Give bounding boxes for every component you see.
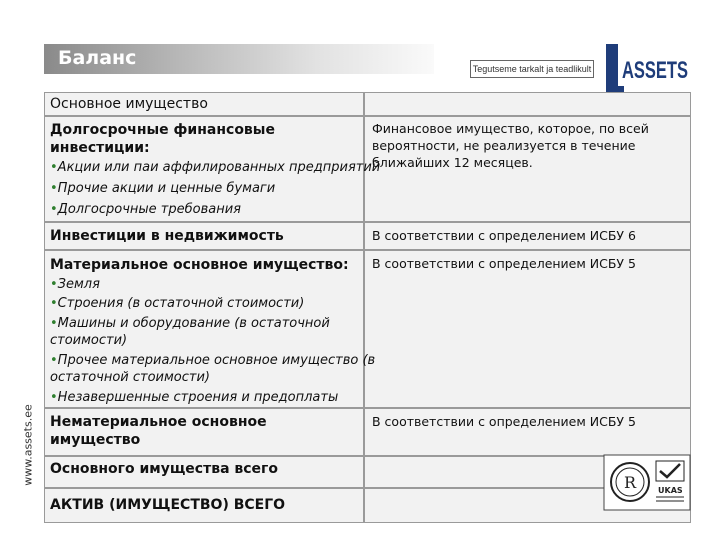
realestate-heading: Инвестиции в недвижимость bbox=[50, 228, 284, 244]
tagline: Tegutseme tarkalt ja teadlikult bbox=[470, 60, 594, 78]
lt-heading-line1: Долгосрочные финансовые bbox=[50, 122, 275, 138]
tangible-bullet-machines-cont: стоимости) bbox=[50, 333, 128, 348]
lt-desc-line3: ближайших 12 месяцев. bbox=[372, 155, 533, 170]
tangible-heading: Материальное основное имущество: bbox=[50, 257, 349, 273]
section-header-right bbox=[364, 92, 691, 116]
realestate-desc: В соответствии с определением ИСБУ 6 bbox=[372, 228, 636, 243]
lt-heading-line2: инвестиции: bbox=[50, 140, 150, 156]
intangible-heading-line1: Нематериальное основное bbox=[50, 414, 267, 430]
intangible-heading-line2: имущество bbox=[50, 432, 141, 448]
page-title: Баланс bbox=[58, 47, 137, 69]
cert-ukas-label: UKAS bbox=[658, 486, 683, 495]
title-bar bbox=[44, 44, 434, 74]
tangible-bullet-other: •Прочее материальное основное имущество (в bbox=[50, 353, 376, 368]
side-url bbox=[18, 400, 38, 490]
intangible-desc: В соответствии с определением ИСБУ 5 bbox=[372, 414, 636, 429]
tangible-desc: В соответствии с определением ИСБУ 5 bbox=[372, 256, 636, 271]
cert-r-mark: R bbox=[624, 473, 637, 492]
certification-badge bbox=[604, 455, 690, 510]
lt-bullet-1: •Акции или паи аффилированных предприятий bbox=[50, 160, 381, 175]
tangible-bullet-unfinished: •Незавершенные строения и предоплаты bbox=[50, 390, 339, 405]
section-label: Основное имущество bbox=[50, 96, 208, 112]
total-fixed-label: Основного имущества всего bbox=[50, 461, 278, 477]
lt-bullet-3: •Долгосрочные требования bbox=[50, 202, 241, 217]
tangible-bullet-other-cont: остаточной стоимости) bbox=[50, 370, 211, 385]
assets-logo bbox=[606, 44, 690, 96]
total-assets-label: АКТИВ (ИМУЩЕСТВО) ВСЕГО bbox=[50, 497, 286, 513]
lt-bullet-2: •Прочие акции и ценные бумаги bbox=[50, 181, 276, 196]
lt-desc-line1: Финансовое имущество, которое, по всей bbox=[372, 121, 649, 136]
logo-text: ASSETS bbox=[622, 57, 688, 84]
site-url: www.assets.ee bbox=[21, 404, 35, 486]
tangible-right bbox=[364, 250, 691, 408]
tangible-bullet-buildings: •Строения (в остаточной стоимости) bbox=[50, 296, 305, 311]
tangible-bullet-land: •Земля bbox=[50, 277, 100, 292]
lt-desc-line2: вероятности, не реализуется в течение bbox=[372, 138, 636, 153]
tangible-bullet-machines: •Машины и оборудование (в остаточной bbox=[50, 316, 330, 331]
